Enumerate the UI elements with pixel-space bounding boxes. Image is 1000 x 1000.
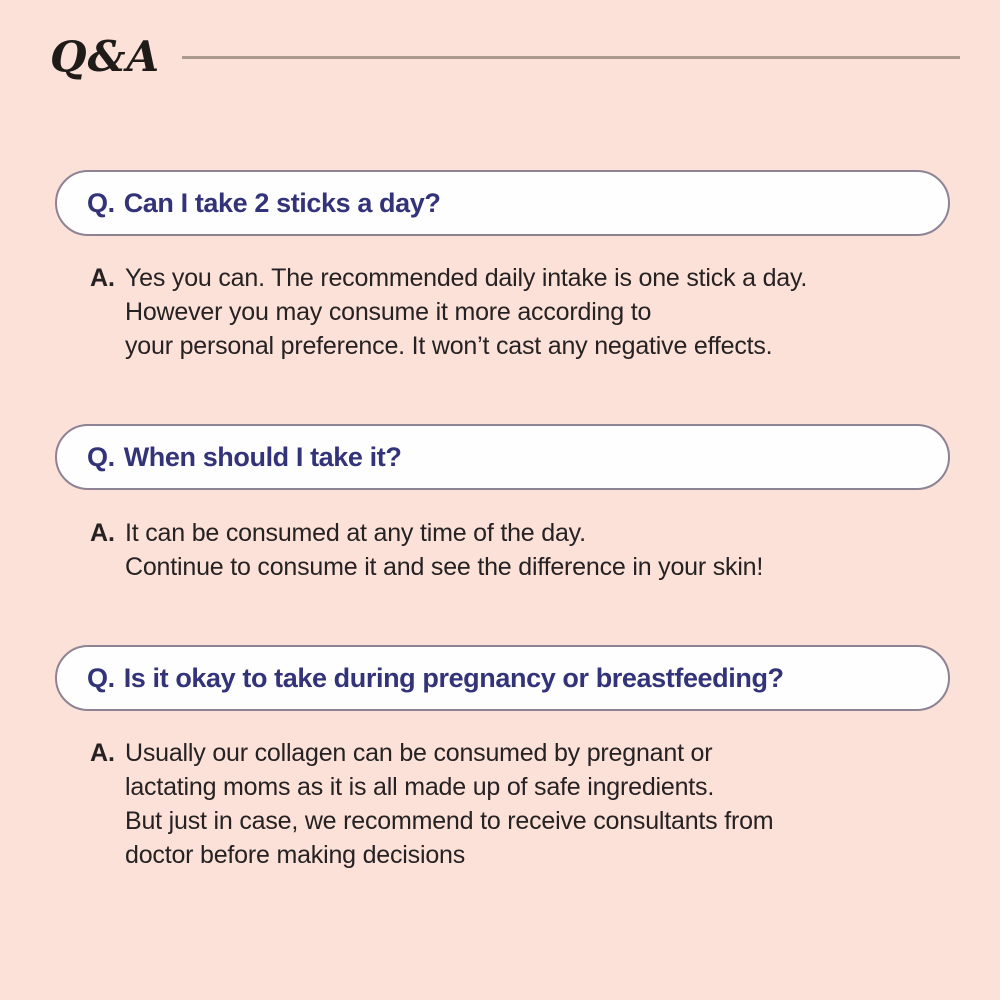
question-text: When should I take it?: [123, 441, 402, 472]
question-pill-3: [55, 645, 950, 711]
question-pill-1: [55, 170, 950, 236]
answer-line: your personal preference. It won’t cast any negative effects.: [125, 332, 773, 360]
answer-block-1: [90, 261, 807, 363]
question-pill-2: [55, 424, 950, 490]
page-title: Q&A: [50, 32, 161, 81]
answer-text: [125, 516, 763, 584]
page-header: [50, 32, 960, 81]
answer-line: Usually our collagen can be consumed by pregnant or: [125, 739, 713, 767]
question-label: Q.: [87, 187, 115, 218]
answer-line: Yes you can. The recommended daily intake is one stick a day.: [125, 264, 808, 292]
answer-text: [125, 736, 773, 872]
answer-line: lactating moms as it is all made up of safe ingredients.: [125, 773, 715, 801]
answer-line: But just in case, we recommend to receive consultants from: [125, 807, 774, 835]
answer-text: [125, 261, 807, 363]
answer-line: It can be consumed at any time of the day.: [125, 519, 586, 547]
answer-label: A.: [90, 739, 115, 767]
answer-block-2: [90, 516, 763, 584]
answer-line: However you may consume it more according to: [125, 298, 652, 326]
question-label: Q.: [87, 662, 115, 693]
question-text: Is it okay to take during pregnancy or breastfeeding?: [123, 662, 784, 693]
answer-block-3: [90, 736, 773, 872]
answer-label: A.: [90, 519, 115, 547]
answer-label: A.: [90, 264, 115, 292]
question-text: Can I take 2 sticks a day?: [123, 187, 441, 218]
answer-line: doctor before making decisions: [125, 841, 466, 869]
header-divider-line: [182, 56, 960, 59]
question-label: Q.: [87, 441, 115, 472]
answer-line: Continue to consume it and see the difference in your skin!: [125, 553, 764, 581]
